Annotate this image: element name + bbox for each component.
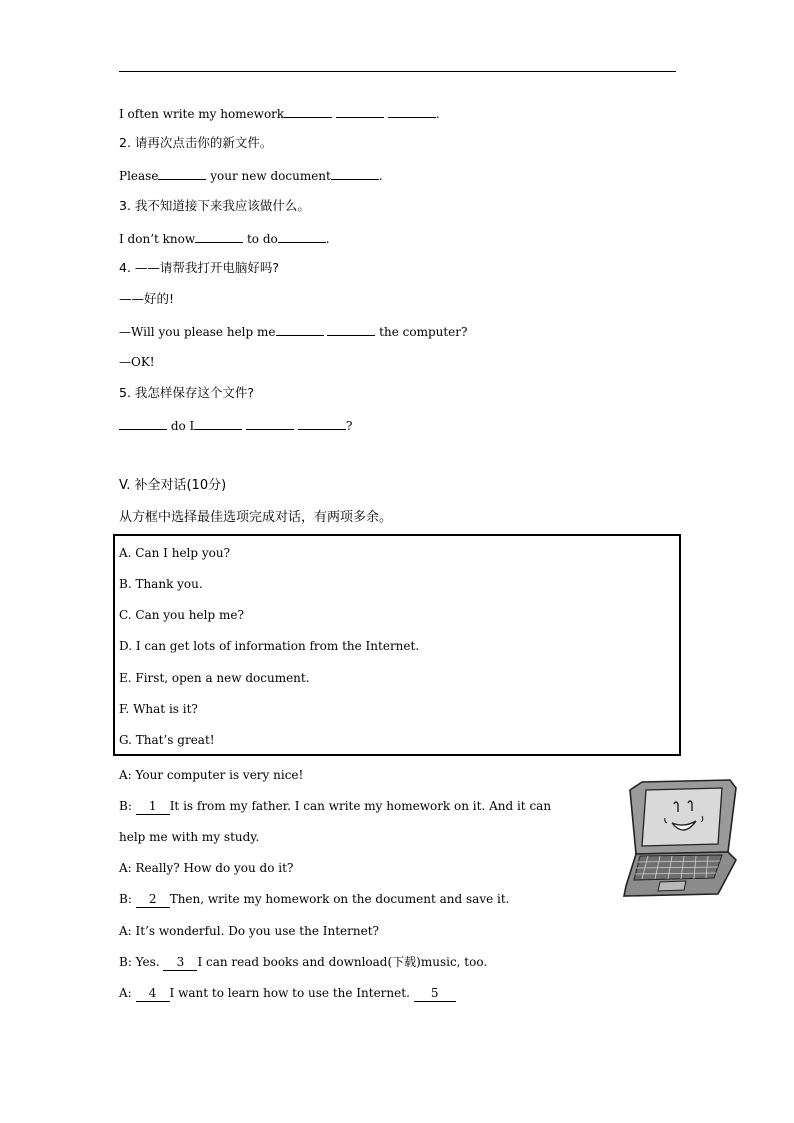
q1-end: .	[435, 107, 440, 121]
option-g: G. That’s great!	[119, 733, 215, 747]
q1-text: I often write my homework	[119, 107, 285, 121]
option-c: C. Can you help me?	[119, 608, 244, 622]
blank	[327, 323, 375, 336]
option-b: B. Thank you.	[119, 577, 203, 591]
smiling-laptop-illustration	[622, 778, 738, 900]
q3-text-b: to do	[246, 232, 278, 246]
dialogue-line-7	[119, 954, 487, 971]
dialogue-line-6: A: It’s wonderful. Do you use the Internet?	[119, 924, 379, 938]
header-rule	[119, 71, 676, 72]
q1-line	[119, 105, 440, 122]
option-a: A. Can I help you?	[119, 546, 231, 560]
answer-blank-3: 3	[163, 954, 197, 971]
speaker: B:	[119, 799, 136, 813]
blank	[284, 105, 332, 118]
answer-blank-5: 5	[414, 985, 456, 1002]
q3-line	[119, 230, 330, 247]
blank	[388, 105, 436, 118]
dialogue-line-3: help me with my study.	[119, 830, 260, 844]
q3-end: .	[325, 232, 330, 246]
dialogue-line-8	[119, 985, 456, 1002]
blank	[278, 230, 326, 243]
dialogue-line-1: A: Your computer is very nice!	[119, 768, 304, 782]
option-e: E. First, open a new document.	[119, 671, 310, 685]
option-f: F. What is it?	[119, 702, 198, 716]
blank	[298, 417, 346, 430]
dialogue-text: It is from my father. I can write my homework on it. And it can	[169, 799, 552, 813]
speaker: B:	[119, 892, 136, 906]
q5-end: ?	[345, 419, 353, 433]
q2-end: .	[378, 169, 383, 183]
blank	[119, 417, 167, 430]
q4-line	[119, 323, 467, 340]
q2-text-b: your new document	[210, 169, 331, 183]
dialogue-text: I want to learn how to use the Internet.	[169, 986, 414, 1000]
dialogue-line-2	[119, 798, 551, 815]
q2-text-a: Please	[119, 169, 159, 183]
speaker: B: Yes.	[119, 955, 164, 969]
blank	[158, 167, 206, 180]
q4-reply: —OK!	[119, 355, 155, 369]
dialogue-line-5	[119, 891, 509, 908]
q2-chinese: 2. 请再次点击你的新文件。	[119, 135, 273, 150]
blank	[336, 105, 384, 118]
q5-line	[119, 417, 352, 434]
blank	[276, 323, 324, 336]
q4-text-b: the computer?	[379, 325, 468, 339]
q4-chinese-2: ——好的!	[119, 291, 175, 306]
blank	[331, 167, 379, 180]
blank	[194, 417, 242, 430]
dialogue-text: I can read books and download(下载)music, too.	[197, 955, 488, 969]
blank	[195, 230, 243, 243]
q5-chinese: 5. 我怎样保存这个文件?	[119, 385, 255, 400]
dialogue-line-4: A: Really? How do you do it?	[119, 861, 294, 875]
q4-chinese-1: 4. ——请帮我打开电脑好吗?	[119, 260, 280, 275]
speaker: A:	[119, 986, 136, 1000]
answer-blank-4: 4	[136, 985, 170, 1002]
section-instruction: 从方框中选择最佳选项完成对话，有两项多余。	[119, 510, 393, 525]
q2-line	[119, 167, 383, 184]
section-title: V. 补全对话(10分)	[119, 478, 227, 493]
answer-blank-1: 1	[136, 798, 170, 815]
q5-text-a: do I	[170, 419, 195, 433]
dialogue-text: Then, write my homework on the document and save it.	[169, 892, 510, 906]
answer-blank-2: 2	[136, 891, 170, 908]
q3-chinese: 3. 我不知道接下来我应该做什么。	[119, 198, 310, 213]
q4-text-a: —Will you please help me	[119, 325, 276, 339]
q3-text-a: I don’t know	[119, 232, 196, 246]
blank	[246, 417, 294, 430]
option-d: D. I can get lots of information from the Internet.	[119, 639, 420, 653]
